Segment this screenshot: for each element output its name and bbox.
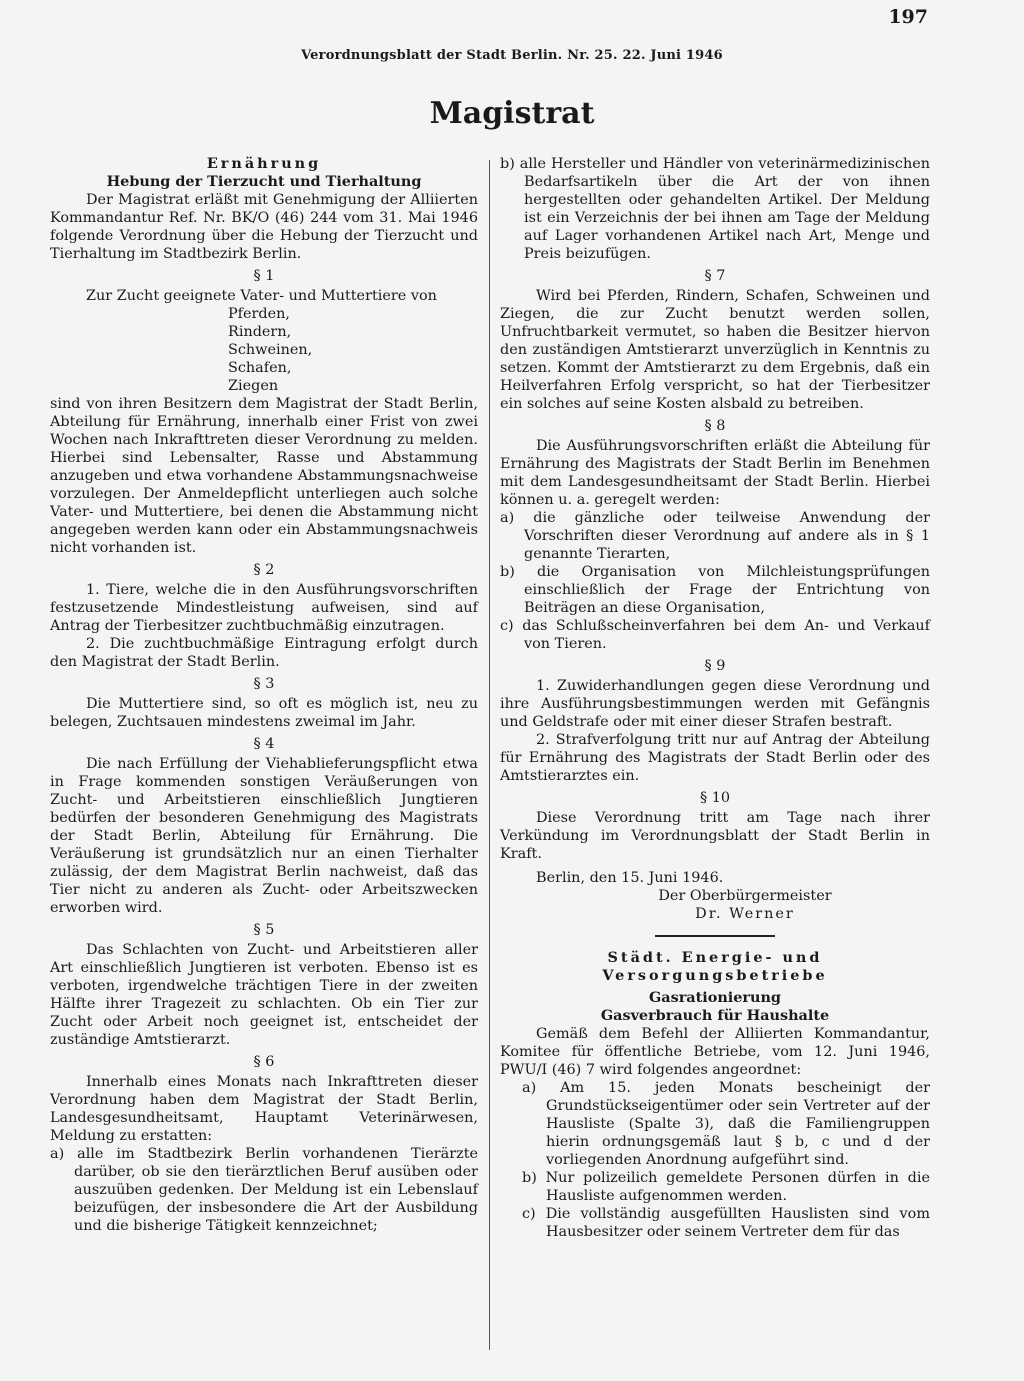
section-8-para: Die Ausführungsvorschriften erläßt die Abteilung für Ernährung des Magistrats der Stadt Berlin im Benehmen mit dem Landesgesundheitsamt der Stadt Berlin. Hierbei können u. a. geregelt werden: (500, 438, 930, 508)
subheading-tierzucht: Hebung der Tierzucht und Tierhaltung (106, 173, 422, 190)
section-5-para: Das Schlachten von Zucht- und Arbeitstieren aller Art einschließlich Jungtieren ist verboten. Ebenso ist es verboten, irgendwelche trächtigen Tiere in der zweiten Hälfte ihrer Tragezeit zu schlachten. Ob ein Tier zur Zucht oder Arbeit noch geeignet ist, entscheidet der zuständige Amtstierarzt. (50, 942, 478, 1048)
animal-item: Rindern, (228, 324, 292, 340)
signer-title: Der Oberbürgermeister (658, 888, 832, 904)
section-2-label: § 2 (253, 562, 275, 578)
section-10-label: § 10 (699, 790, 731, 806)
section-9-para-2: 2. Strafverfolgung tritt nur auf Antrag der Abteilung für Ernährung des Magistrats der Stadt Berlin oder des Amtstierarztes ein. (500, 732, 930, 784)
section-6-para: Innerhalb eines Monats nach Inkrafttreten dieser Verordnung haben dem Magistrat der Stadt Berlin, Landesgesundheitsamt, Hauptamt Veterinärwesen, Meldung zu erstatten: (50, 1074, 478, 1144)
section-7-para: Wird bei Pferden, Rindern, Schafen, Schweinen und Ziegen, die zur Zucht benutzt werden sollen, Unfruchtbarkeit vermutet, so haben die Besitzer hiervon den zuständigen Amtstierarzt unverzüglich in Kenntnis zu setzen. Kommt der Amtstierarzt zu dem Ergebnis, daß ein Heilverfahren Erfolg verspricht, so hat der Tierbesitzer ein solches auf seine Kosten alsbald zu betreiben. (500, 288, 930, 412)
animal-item: Ziegen (228, 378, 279, 394)
right-column (500, 155, 930, 1241)
section-1-lead: Zur Zucht geeignete Vater- und Muttertiere von (86, 288, 437, 304)
section-10-para: Diese Verordnung tritt am Tage nach ihrer Verkündung im Verordnungsblatt der Stadt Berlin in Kraft. (500, 810, 930, 862)
gas-item-a: a) Am 15. jeden Monats bescheinigt der Grundstückseigentümer oder sein Vertreter auf der Hausliste (Spalte 3), daß die Familiengruppen hierin ordnungsgemäß laut § b, c und d der vorliegenden Anordnung aufgeführt sind. (522, 1080, 930, 1168)
section-2-para-1: 1. Tiere, welche die in den Ausführungsvorschriften festzusetzende Mindestleistung aufweisen, sind auf Antrag der Tierbesitzer zuchtbuchmäßig einzutragen. (50, 582, 478, 634)
gas-item-c: c) Die vollständig ausgefüllten Hauslisten sind vom Hausbesitzer oder seinem Vertreter dem für das (522, 1206, 930, 1240)
section-9-label: § 9 (704, 658, 726, 674)
subheading-gasrationierung: Gasrationierung (649, 989, 781, 1006)
section-6-item-a: a) alle im Stadtbezirk Berlin vorhandenen Tierärzte darüber, ob sie den tierärztlichen Beruf ausüben oder auszuüben gedenken. Der Meldung ist ein Lebenslauf beizufügen, der insbesondere die Art der Ausbildung und die bisherige Tätigkeit kennzeichnet; (50, 1146, 478, 1234)
section-8-item-a: a) die gänzliche oder teilweise Anwendung der Vorschriften dieser Verordnung auf andere als in § 1 genannte Tierarten, (500, 510, 930, 562)
section-8-item-c: c) das Schlußscheinverfahren bei dem An- und Verkauf von Tieren. (500, 618, 930, 652)
gas-intro-paragraph: Gemäß dem Befehl der Alliierten Kommandantur, Komitee für öffentliche Betriebe, vom 12. Juni 1946, PWU/I (46) 7 wird folgendes angeordnet: (500, 1026, 930, 1078)
section-6-item-b: b) alle Hersteller und Händler von veterinärmedizinischen Bedarfsartikeln über die Art der von ihnen hergestellten oder gehandelten Artikel. Der Meldung ist ein Verzeichnis der bei ihnen am Tage der Meldung auf Lager vorhandenen Artikel nach Art, Menge und Preis beizufügen. (500, 156, 930, 262)
section-2-para-2: 2. Die zuchtbuchmäßige Eintragung erfolgt durch den Magistrat der Stadt Berlin. (50, 636, 478, 670)
page-title: Magistrat (429, 96, 595, 131)
date-line: Berlin, den 15. Juni 1946. (536, 870, 724, 886)
section-4-label: § 4 (253, 736, 275, 752)
section-3-label: § 3 (253, 676, 275, 692)
running-head: Verordnungsblatt der Stadt Berlin. Nr. 25. 22. Juni 1946 (301, 48, 723, 63)
section-heading-energie: Städt. Energie- und Versorgungsbetriebe (602, 949, 828, 984)
section-6-label: § 6 (253, 1054, 275, 1070)
section-3-para: Die Muttertiere sind, so oft es möglich ist, neu zu belegen, Zuchtsauen mindestens zweimal im Jahr. (50, 696, 478, 730)
animal-item: Schafen, (228, 360, 292, 376)
section-heading-ernaehrung: Ernährung (206, 155, 322, 172)
section-8-item-b: b) die Organisation von Milchleistungsprüfungen einschließlich der Frage der Entrichtung von Beiträgen an diese Organisation, (500, 564, 930, 616)
section-9-para-1: 1. Zuwiderhandlungen gegen diese Verordnung und ihre Ausführungsbestimmungen werden mit Gefängnis und Geldstrafe oder mit einer dieser Strafen bestraft. (500, 678, 930, 730)
section-4-para: Die nach Erfüllung der Viehablieferungspflicht etwa in Frage kommenden sonstigen Veräußerungen von Zucht- und Arbeitstieren einschließlich Jungtieren bedürfen der besonderen Genehmigung des Magistrats der Stadt Berlin, Abteilung für Ernährung. Die Veräußerung ist grundsätzlich nur an einen Tierhalter zulässig, der dem Magistrat Berlin nachweist, daß das Tier nicht zu anderen als Zucht- oder Arbeitszwecken erworben wird. (50, 756, 478, 916)
animal-item: Pferden, (228, 306, 290, 322)
section-7-label: § 7 (704, 268, 726, 284)
section-1-body: sind von ihren Besitzern dem Magistrat der Stadt Berlin, Abteilung für Ernährung, innerhalb einer Frist von zwei Wochen nach Inkrafttreten dieser Verordnung zu melden. Hierbei sind Lebensalter, Rasse und Abstammung anzugeben und etwa vorhandene Abstammungsnachweise vorzulegen. Der Anmeldepflicht unterliegen auch solche Vater- und Muttertiere, bei denen die Abstammung nicht angegeben werden kann oder ein Abstammungsnachweis nicht vorhanden ist. (50, 396, 478, 556)
section-1-label: § 1 (253, 268, 275, 284)
section-5-label: § 5 (253, 922, 275, 938)
subheading-gasverbrauch: Gasverbrauch für Haushalte (600, 1007, 830, 1024)
signer-name: Dr. Werner (695, 906, 795, 922)
section-separator (655, 935, 775, 937)
animal-item: Schweinen, (228, 342, 313, 358)
left-column (50, 155, 478, 1235)
intro-paragraph: Der Magistrat erläßt mit Genehmigung der Alliierten Kommandantur Ref. Nr. BK/O (46) 244 vom 31. Mai 1946 folgende Verordnung über die Hebung der Tierzucht und Tierhaltung im Stadtbezirk Berlin. (50, 192, 478, 262)
page-number: 197 (888, 6, 928, 28)
column-divider (489, 160, 490, 1350)
gas-item-b: b) Nur polizeilich gemeldete Personen dürfen in die Hausliste aufgenommen werden. (522, 1170, 930, 1204)
section-8-label: § 8 (704, 418, 726, 434)
